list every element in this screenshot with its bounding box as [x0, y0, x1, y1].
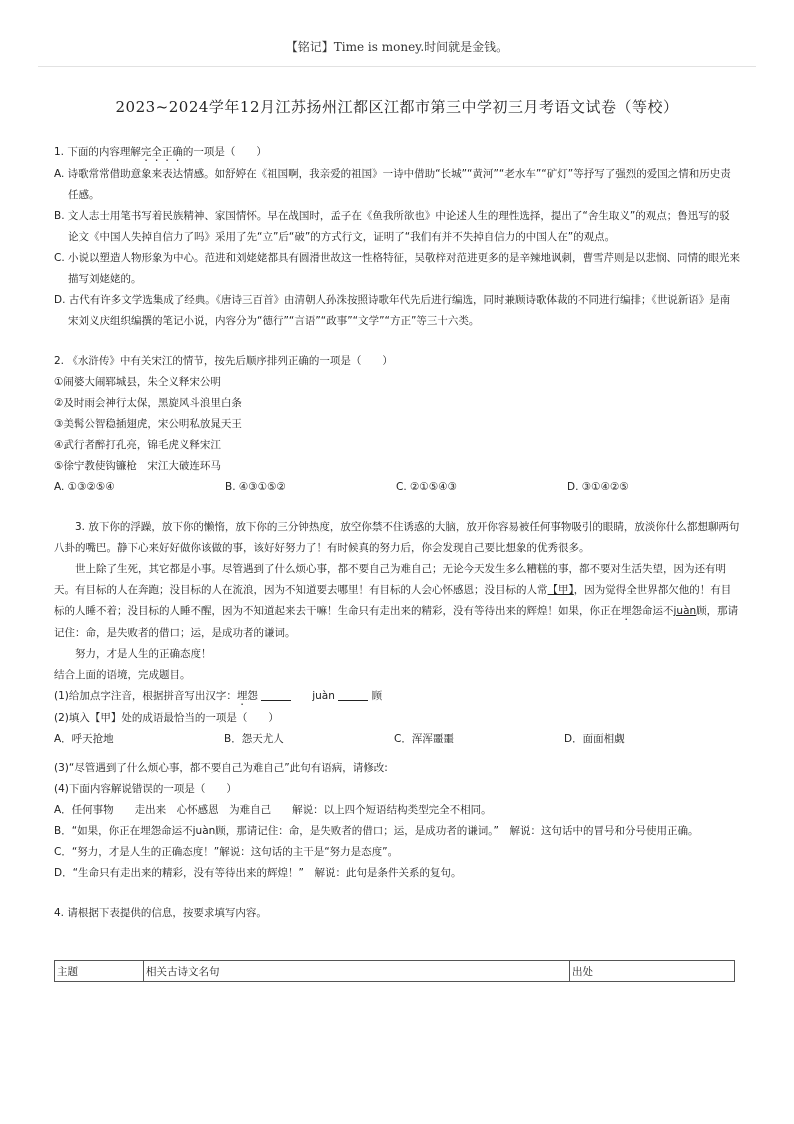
- q1-stem: 1. 下面的内容理解完全正确的一项是（ ）: [54, 146, 267, 158]
- q3-instruction: 结合上面的语境，完成题目。: [54, 669, 191, 681]
- q2-option-a: A. ①③②⑤④: [54, 481, 115, 493]
- q2-option-c: C. ②①⑤④③: [396, 481, 458, 493]
- q3-passage-3: 努力，才是人生的正确态度！: [75, 648, 212, 660]
- q3-sub4-option-b: B．“如果，你正在埋怨命运不juàn顾，那请记住：命，是失败者的借口；运，是成功者的谦词。” 解说：这句话中的冒号和分号使用正确。: [54, 825, 699, 837]
- q2-item-2: ②及时雨会神行太保，黑旋风斗浪里白条: [54, 397, 242, 409]
- q1-option-b: B. 文人志士用笔书写着民族精神、家国情怀。早在战国时，孟子在《鱼我所欲也》中论述人生的理性选择，提出了“舍生取义”的观点；鲁迅写的驳论文《中国人失掉自信力了吗》采用了先“立”后“破”的方式行文，证明了“我们有并不失掉自信力的中国人在”的观点。: [54, 210, 730, 243]
- q2-item-4: ④武行者醉打孔亮，锦毛虎义释宋江: [54, 439, 221, 451]
- q2-item-1: ①闹婆大闹郓城县，朱仝义释宋公明: [54, 376, 221, 388]
- exam-content: [54, 142, 740, 924]
- q3-sub4: (4)下面内容解说错误的一项是（ ）: [54, 783, 237, 795]
- q3-sub4-option-a: A．任何事物 走出来 心怀感恩 为难自己 解说：以上四个短语结构类型完全不相同。: [54, 804, 492, 816]
- q3-blank-jia: 【甲】: [547, 584, 574, 596]
- exam-title: 2023~2024学年12月江苏扬州江都区江都市第三中学初三月考语文试卷（等校）: [115, 98, 679, 116]
- q3-passage-1: 3. 放下你的浮躁，放下你的懒惰，放下你的三分钟热度，放空你禁不住诱惑的大脑，放开你容易被任何事物吸引的眼睛，放淡你什么都想聊两句八卦的嘴巴。静下心来好好做你该做的事，该好好努力了！有时候真的努力后，你会发现自己要比想象的优秀很多。: [54, 521, 740, 554]
- q3-sub2-option-b: B．怨天尤人: [224, 733, 284, 745]
- q3-sub1: (1)给加点字注音，根据拼音写出汉字：埋怨 juàn 顾: [54, 690, 383, 702]
- q1-option-a: A. 诗歌常常借助意象来表达情感。如舒婷在《祖国啊，我亲爱的祖国》一诗中借助“长城”“黄河”“老水车”“矿灯”等抒写了强烈的爱国之情和历史责任感。: [54, 168, 731, 201]
- q1-emphasis: 完全正确: [140, 146, 183, 158]
- q2-option-b: B. ④③①⑤②: [225, 481, 286, 493]
- q1-option-d: D. 古代有许多文学选集成了经典。《唐诗三百首》由清朝人孙洙按照诗歌年代先后进行编选，同时兼顾诗歌体裁的不同进行编排；《世说新语》是南宋刘义庆组织编撰的笔记小说，内容分为“德行”“言语”“政事”“文学”“方正”等三十六类。: [54, 294, 731, 327]
- q3-sub2-option-c: C．浑浑噩噩: [394, 733, 454, 745]
- table-header-source: 出处: [570, 961, 735, 982]
- q3-sub2-option-d: D．面面相觑: [564, 733, 625, 745]
- q3-passage-2: 世上除了生死，其它都是小事。尽管遇到了什么烦心事，都不要自己为难自己；无论今天发生多么糟糕的事，都不要对生活失望，因为还有明天。有目标的人在奔跑；没目标的人在流浪，因为不知道要去哪里！有目标的人会心怀感恩；没目标的人常【甲】，因为觉得全世界都欠他的！有目标的人睡不着；没目标的人睡不醒，因为不知道起来去干嘛！生命只有走出来的精彩，没有等待出来的辉煌！如果，你正在埋怨命运不juàn顾，那请记住：命，是失败者的借口；运，是成功者的谦词。: [54, 563, 739, 639]
- q2-item-3: ③美髯公智稳插翅虎，宋公明私放晁天王: [54, 418, 242, 430]
- q3-sub1-answer-1[interactable]: [261, 688, 291, 701]
- table-header-lines: 相关古诗文名句: [144, 961, 570, 982]
- q3-sub4-option-c: C．“努力，才是人生的正确态度！”解说：这句话的主干是“努力是态度”。: [54, 846, 399, 858]
- page-header-motto: 【铭记】Time is money.时间就是金钱。: [285, 40, 509, 54]
- table-header-row: [55, 961, 735, 982]
- q3-sub2-option-a: A．呼天抢地: [54, 733, 114, 745]
- q4-stem: 4. 请根据下表提供的信息，按要求填写内容。: [54, 907, 267, 919]
- q2-item-5: ⑤徐宁教使钩镰枪 宋江大破连环马: [54, 460, 221, 472]
- q3-sub3: (3)“尽管遇到了什么烦心事，都不要自己为难自己”此句有语病，请修改:: [54, 762, 388, 774]
- q3-sub1-answer-2[interactable]: [338, 688, 368, 701]
- q3-sub2: (2)填入【甲】处的成语最恰当的一项是（ ）: [54, 712, 279, 724]
- header-divider: [38, 66, 756, 67]
- q3-sub4-option-d: D．“生命只有走出来的精彩，没有等待出来的辉煌！” 解说：此句是条件关系的复句。: [54, 867, 462, 879]
- q2-option-d: D. ③①④②⑤: [567, 481, 629, 493]
- q2-options: [54, 477, 740, 498]
- q4-table: [54, 960, 735, 982]
- q2-stem: 2. 《水浒传》中有关宋江的情节，按先后顺序排列正确的一项是（ ）: [54, 355, 393, 367]
- q1-option-c: C. 小说以塑造人物形象为中心。范进和刘姥姥都具有圆滑世故这一性格特征，吴敬梓对范进更多的是辛辣地讽刺，曹雪芹则是以悲悯、同情的眼光来描写刘姥姥的。: [54, 252, 741, 285]
- table-header-theme: 主题: [55, 961, 144, 982]
- q3-sub2-options: [54, 729, 740, 750]
